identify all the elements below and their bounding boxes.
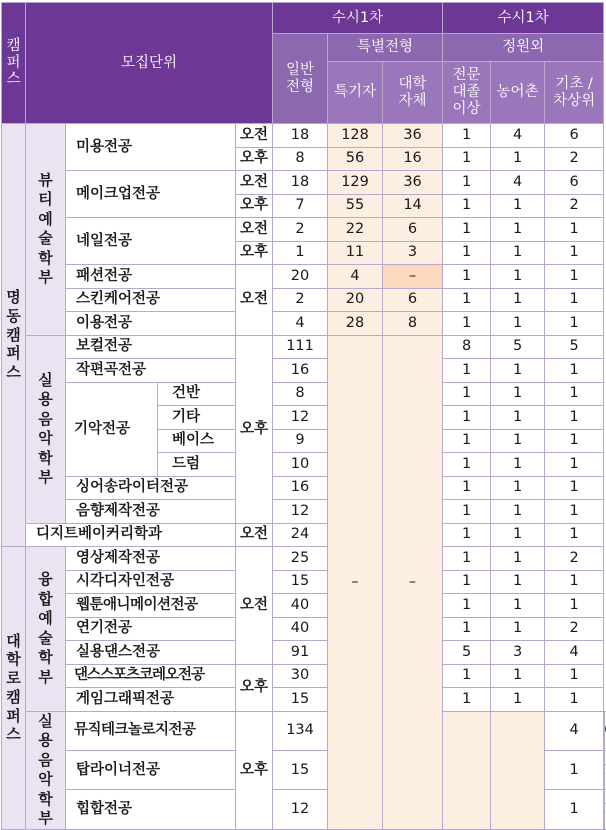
farm-count: 1 (491, 218, 545, 242)
unit-name: 스킨케어전공 (66, 288, 236, 312)
basic-count: 2 (545, 547, 604, 571)
college-grad-count: 8 (443, 335, 491, 359)
college-grad-count: 1 (443, 241, 491, 265)
univ-self-count: – (383, 265, 443, 289)
general-count: 1 (273, 241, 328, 265)
basic-count: 1 (545, 570, 604, 594)
dept-beauty: 뷰티 예술 학부 (26, 124, 66, 336)
unit-name: 이용전공 (66, 312, 236, 336)
campus-myeongdong: 명동캠퍼스 (2, 124, 26, 547)
talent-header: 특기자 (328, 62, 383, 124)
farm-count: 1 (491, 429, 545, 453)
farm-count: 1 (491, 241, 545, 265)
shift: 오전 (236, 218, 273, 242)
farm-count: 1 (491, 688, 545, 712)
general-count: 40 (273, 594, 328, 618)
unit-name: 힙합전공 (66, 790, 236, 829)
univ-self-empty (491, 711, 545, 829)
talent-count: 55 (328, 194, 383, 218)
college-grad-count: 1 (443, 218, 491, 242)
college-grad-count: 1 (443, 124, 491, 148)
shift: 오후 (236, 194, 273, 218)
basic-count: 1 (545, 523, 604, 547)
general-count: 2 (273, 218, 328, 242)
basic-count: 1 (545, 265, 604, 289)
college-grad-header: 전문 대졸 이상 (443, 62, 491, 124)
general-count: 15 (273, 750, 328, 789)
farm-count: 1 (491, 523, 545, 547)
college-grad-count: 1 (443, 194, 491, 218)
unit-name: 실용댄스전공 (66, 641, 236, 665)
farm-count: 4 (491, 124, 545, 148)
college-grad-count: 1 (443, 664, 491, 688)
farm-count: 1 (491, 547, 545, 571)
college-grad-count: 1 (443, 594, 491, 618)
basic-count: 1 (545, 312, 604, 336)
unit-name: 디지트베이커리학과 (26, 523, 236, 547)
unit-name: 베이스 (158, 429, 236, 453)
general-count: 30 (273, 664, 328, 688)
college-grad-count: 1 (443, 617, 491, 641)
talent-count: 56 (328, 147, 383, 171)
unit-name: 드럼 (158, 453, 236, 477)
general-count: 111 (273, 335, 328, 359)
farm-count: 1 (491, 617, 545, 641)
univ-self-header: 대학 자체 (383, 62, 443, 124)
farm-count: 1 (491, 312, 545, 336)
farm-count: 1 (491, 147, 545, 171)
unit-name: 게임그래픽전공 (66, 688, 236, 712)
general-count: 134 (273, 711, 328, 750)
basic-count: 1 (545, 688, 604, 712)
quota-extra-header: 정원외 (443, 34, 604, 62)
shift: 오전 (236, 171, 273, 195)
talent-count-merged: – (328, 335, 383, 829)
general-count: 24 (273, 523, 328, 547)
talent-count: 129 (328, 171, 383, 195)
shift: 오후 (236, 241, 273, 265)
farm-count: 1 (491, 664, 545, 688)
college-grad-count: 4 (545, 711, 604, 750)
general-count: 15 (273, 688, 328, 712)
college-grad-count: 1 (443, 312, 491, 336)
univ-self-count-merged: – (383, 335, 443, 829)
college-grad-count: 1 (443, 382, 491, 406)
dept-fusion: 융합 예술 학부 (26, 547, 66, 712)
talent-count: 4 (328, 265, 383, 289)
college-grad-count: 5 (443, 641, 491, 665)
farm-count: 1 (491, 288, 545, 312)
farm-count: 1 (491, 570, 545, 594)
farm-count: 1 (491, 194, 545, 218)
college-grad-count: 1 (443, 171, 491, 195)
general-count: 9 (273, 429, 328, 453)
talent-count: 128 (328, 124, 383, 148)
general-count: 7 (273, 194, 328, 218)
univ-self-count: 16 (383, 147, 443, 171)
talent-count: 22 (328, 218, 383, 242)
univ-self-count: 36 (383, 124, 443, 148)
college-grad-count: 1 (443, 429, 491, 453)
farm-count: 5 (491, 335, 545, 359)
basic-count: 1 (545, 241, 604, 265)
college-grad-count: 1 (443, 570, 491, 594)
farm-count: 1 (491, 265, 545, 289)
unit-name: 건반 (158, 382, 236, 406)
univ-self-count: 6 (383, 218, 443, 242)
campus-header: 캠퍼스 (2, 3, 26, 124)
farm-count: 4 (491, 171, 545, 195)
basic-count: 1 (545, 382, 604, 406)
unit-group-instrument: 기악전공 (66, 382, 158, 476)
shift: 오전 (236, 547, 273, 665)
dept-music-1: 실용 음악 학부 (26, 335, 66, 523)
shift: 오전 (236, 265, 273, 336)
farm-header: 농어촌 (491, 62, 545, 124)
basic-count: 1 (545, 288, 604, 312)
susi-header-left: 수시1차 (273, 3, 443, 34)
college-grad-count: 1 (443, 406, 491, 430)
unit-name: 영상제작전공 (66, 547, 236, 571)
basic-count: 2 (545, 194, 604, 218)
univ-self-count: 36 (383, 171, 443, 195)
general-count: 18 (273, 124, 328, 148)
basic-count: 1 (545, 500, 604, 524)
college-grad-count: 1 (443, 688, 491, 712)
college-grad-count: 1 (443, 547, 491, 571)
general-count: 12 (273, 790, 328, 829)
unit-header: 모집단위 (26, 3, 273, 124)
general-count: 25 (273, 547, 328, 571)
univ-self-count: 6 (383, 288, 443, 312)
shift: 오후 (236, 335, 273, 523)
univ-self-count: 3 (383, 241, 443, 265)
basic-count: 1 (545, 453, 604, 477)
college-grad-count: 1 (443, 147, 491, 171)
talent-count: 11 (328, 241, 383, 265)
unit-name: 웹툰애니메이션전공 (66, 594, 236, 618)
shift: 오후 (236, 711, 273, 829)
farm-count: 1 (491, 382, 545, 406)
basic-count: 1 (545, 594, 604, 618)
farm-count: 1 (491, 476, 545, 500)
unit-name: 보컬전공 (66, 335, 236, 359)
college-grad-count: 1 (443, 523, 491, 547)
basic-count: 1 (545, 664, 604, 688)
talent-count: 20 (328, 288, 383, 312)
talent-empty (443, 711, 491, 829)
college-grad-count: 1 (545, 750, 604, 789)
college-grad-count: 1 (443, 359, 491, 383)
general-count: 16 (273, 476, 328, 500)
farm-count: 1 (491, 594, 545, 618)
unit-name: 탑라이너전공 (66, 750, 236, 789)
unit-name: 네일전공 (66, 218, 236, 265)
shift: 오후 (236, 664, 273, 711)
special-header: 특별전형 (328, 34, 443, 62)
admission-quota-table (1, 2, 605, 830)
general-count: 4 (273, 312, 328, 336)
general-count: 40 (273, 617, 328, 641)
shift: 오전 (236, 523, 273, 547)
basic-count: 5 (545, 335, 604, 359)
unit-name: 싱어송라이터전공 (66, 476, 236, 500)
farm-count: 1 (491, 406, 545, 430)
campus-daehakro: 대학로캠퍼스 (2, 547, 26, 830)
general-count: 91 (273, 641, 328, 665)
unit-name: 연기전공 (66, 617, 236, 641)
unit-name: 기타 (158, 406, 236, 430)
general-count: 8 (273, 147, 328, 171)
unit-name: 메이크업전공 (66, 171, 236, 218)
talent-count: 28 (328, 312, 383, 336)
basic-count: 1 (545, 429, 604, 453)
general-count: 20 (273, 265, 328, 289)
college-grad-count: 1 (545, 790, 604, 829)
unit-name: 패션전공 (66, 265, 236, 289)
basic-count: 1 (545, 476, 604, 500)
basic-count: 4 (545, 641, 604, 665)
unit-name: 뮤직테크놀로지전공 (66, 711, 236, 750)
general-count: 12 (273, 500, 328, 524)
basic-count: 1 (545, 359, 604, 383)
general-count: 8 (273, 382, 328, 406)
unit-name: 음향제작전공 (66, 500, 236, 524)
farm-count: 1 (491, 500, 545, 524)
unit-name: 댄스스포츠코레오전공 (66, 664, 236, 688)
unit-name: 시각디자인전공 (66, 570, 236, 594)
farm-count: 1 (491, 359, 545, 383)
college-grad-count: 1 (443, 265, 491, 289)
farm-count: 1 (491, 453, 545, 477)
unit-name: 미용전공 (66, 124, 236, 171)
dept-music-2: 실용 음악 학부 (26, 711, 66, 829)
univ-self-count: 14 (383, 194, 443, 218)
college-grad-count: 1 (443, 288, 491, 312)
basic-count: 2 (545, 147, 604, 171)
college-grad-count: 1 (443, 476, 491, 500)
general-count: 2 (273, 288, 328, 312)
general-count: 10 (273, 453, 328, 477)
general-count: 12 (273, 406, 328, 430)
basic-count: 6 (545, 124, 604, 148)
basic-header: 기초 / 차상위 (545, 62, 604, 124)
basic-count: 1 (545, 406, 604, 430)
college-grad-count: 1 (443, 500, 491, 524)
college-grad-count: 1 (443, 453, 491, 477)
general-count: 16 (273, 359, 328, 383)
general-header: 일반 전형 (273, 34, 328, 124)
unit-name: 작편곡전공 (66, 359, 236, 383)
basic-count: 2 (545, 617, 604, 641)
general-count: 15 (273, 570, 328, 594)
shift: 오전 (236, 124, 273, 148)
shift: 오후 (236, 147, 273, 171)
basic-count: 1 (545, 218, 604, 242)
univ-self-count: 8 (383, 312, 443, 336)
farm-count: 3 (491, 641, 545, 665)
basic-count: 6 (545, 171, 604, 195)
general-count: 18 (273, 171, 328, 195)
susi-header-right: 수시1차 (443, 3, 604, 34)
